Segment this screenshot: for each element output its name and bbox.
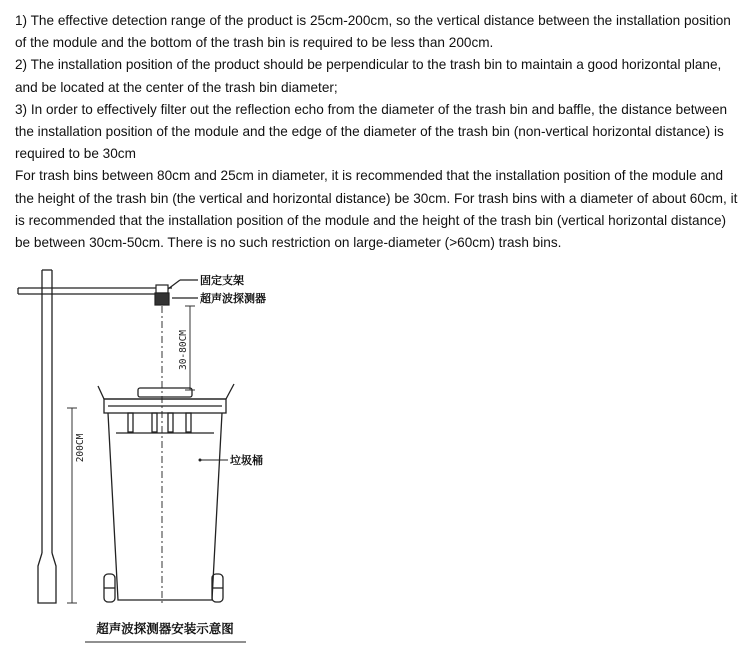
bin-leader-dot <box>199 459 202 462</box>
mounting-pole <box>18 270 172 603</box>
sensor-module <box>155 280 198 305</box>
label-bracket: 固定支架 <box>200 274 244 287</box>
label-sensor: 超声波探测器 <box>200 292 266 305</box>
instruction-1: 1) The effective detection range of the product is 25cm-200cm, so the vertical distance between the installation position of the module and the bottom of the trash bin is required to be less than 200cm. <box>15 13 731 51</box>
diagram-caption: 超声波探测器安装示意图 <box>96 621 234 636</box>
instruction-note: For trash bins between 80cm and 25cm in diameter, it is recommended that the installation position of the module and the height of the trash bin (the vertical and horizontal distance) be 30cm. For trash bins with a diameter of about 60cm, it is recommended that the installation position of the module and the height of the trash bin (vertical horizontal distance) be between 30cm-50cm. There is no such restriction on large-diameter (>60cm) trash bins. <box>15 168 738 251</box>
trash-bin <box>98 384 234 602</box>
instructions-text <box>15 10 743 254</box>
dimension-label-30-80: 30-80CM <box>178 329 189 371</box>
label-bin: 垃圾桶 <box>230 454 263 467</box>
instruction-3: 3) In order to effectively filter out the reflection echo from the diameter of the trash bin and baffle, the distance between the installation position of the module and the edge of the diameter of the trash bin (non-vertical horizontal distance) is required to be 30cm <box>15 101 728 162</box>
dimension-label-200: 200CM <box>75 433 86 463</box>
installation-diagram <box>0 258 330 649</box>
instruction-2: 2) The installation position of the product should be perpendicular to the trash bin to maintain a good horizontal plane, and be located at the center of the trash bin diameter; <box>15 57 722 95</box>
